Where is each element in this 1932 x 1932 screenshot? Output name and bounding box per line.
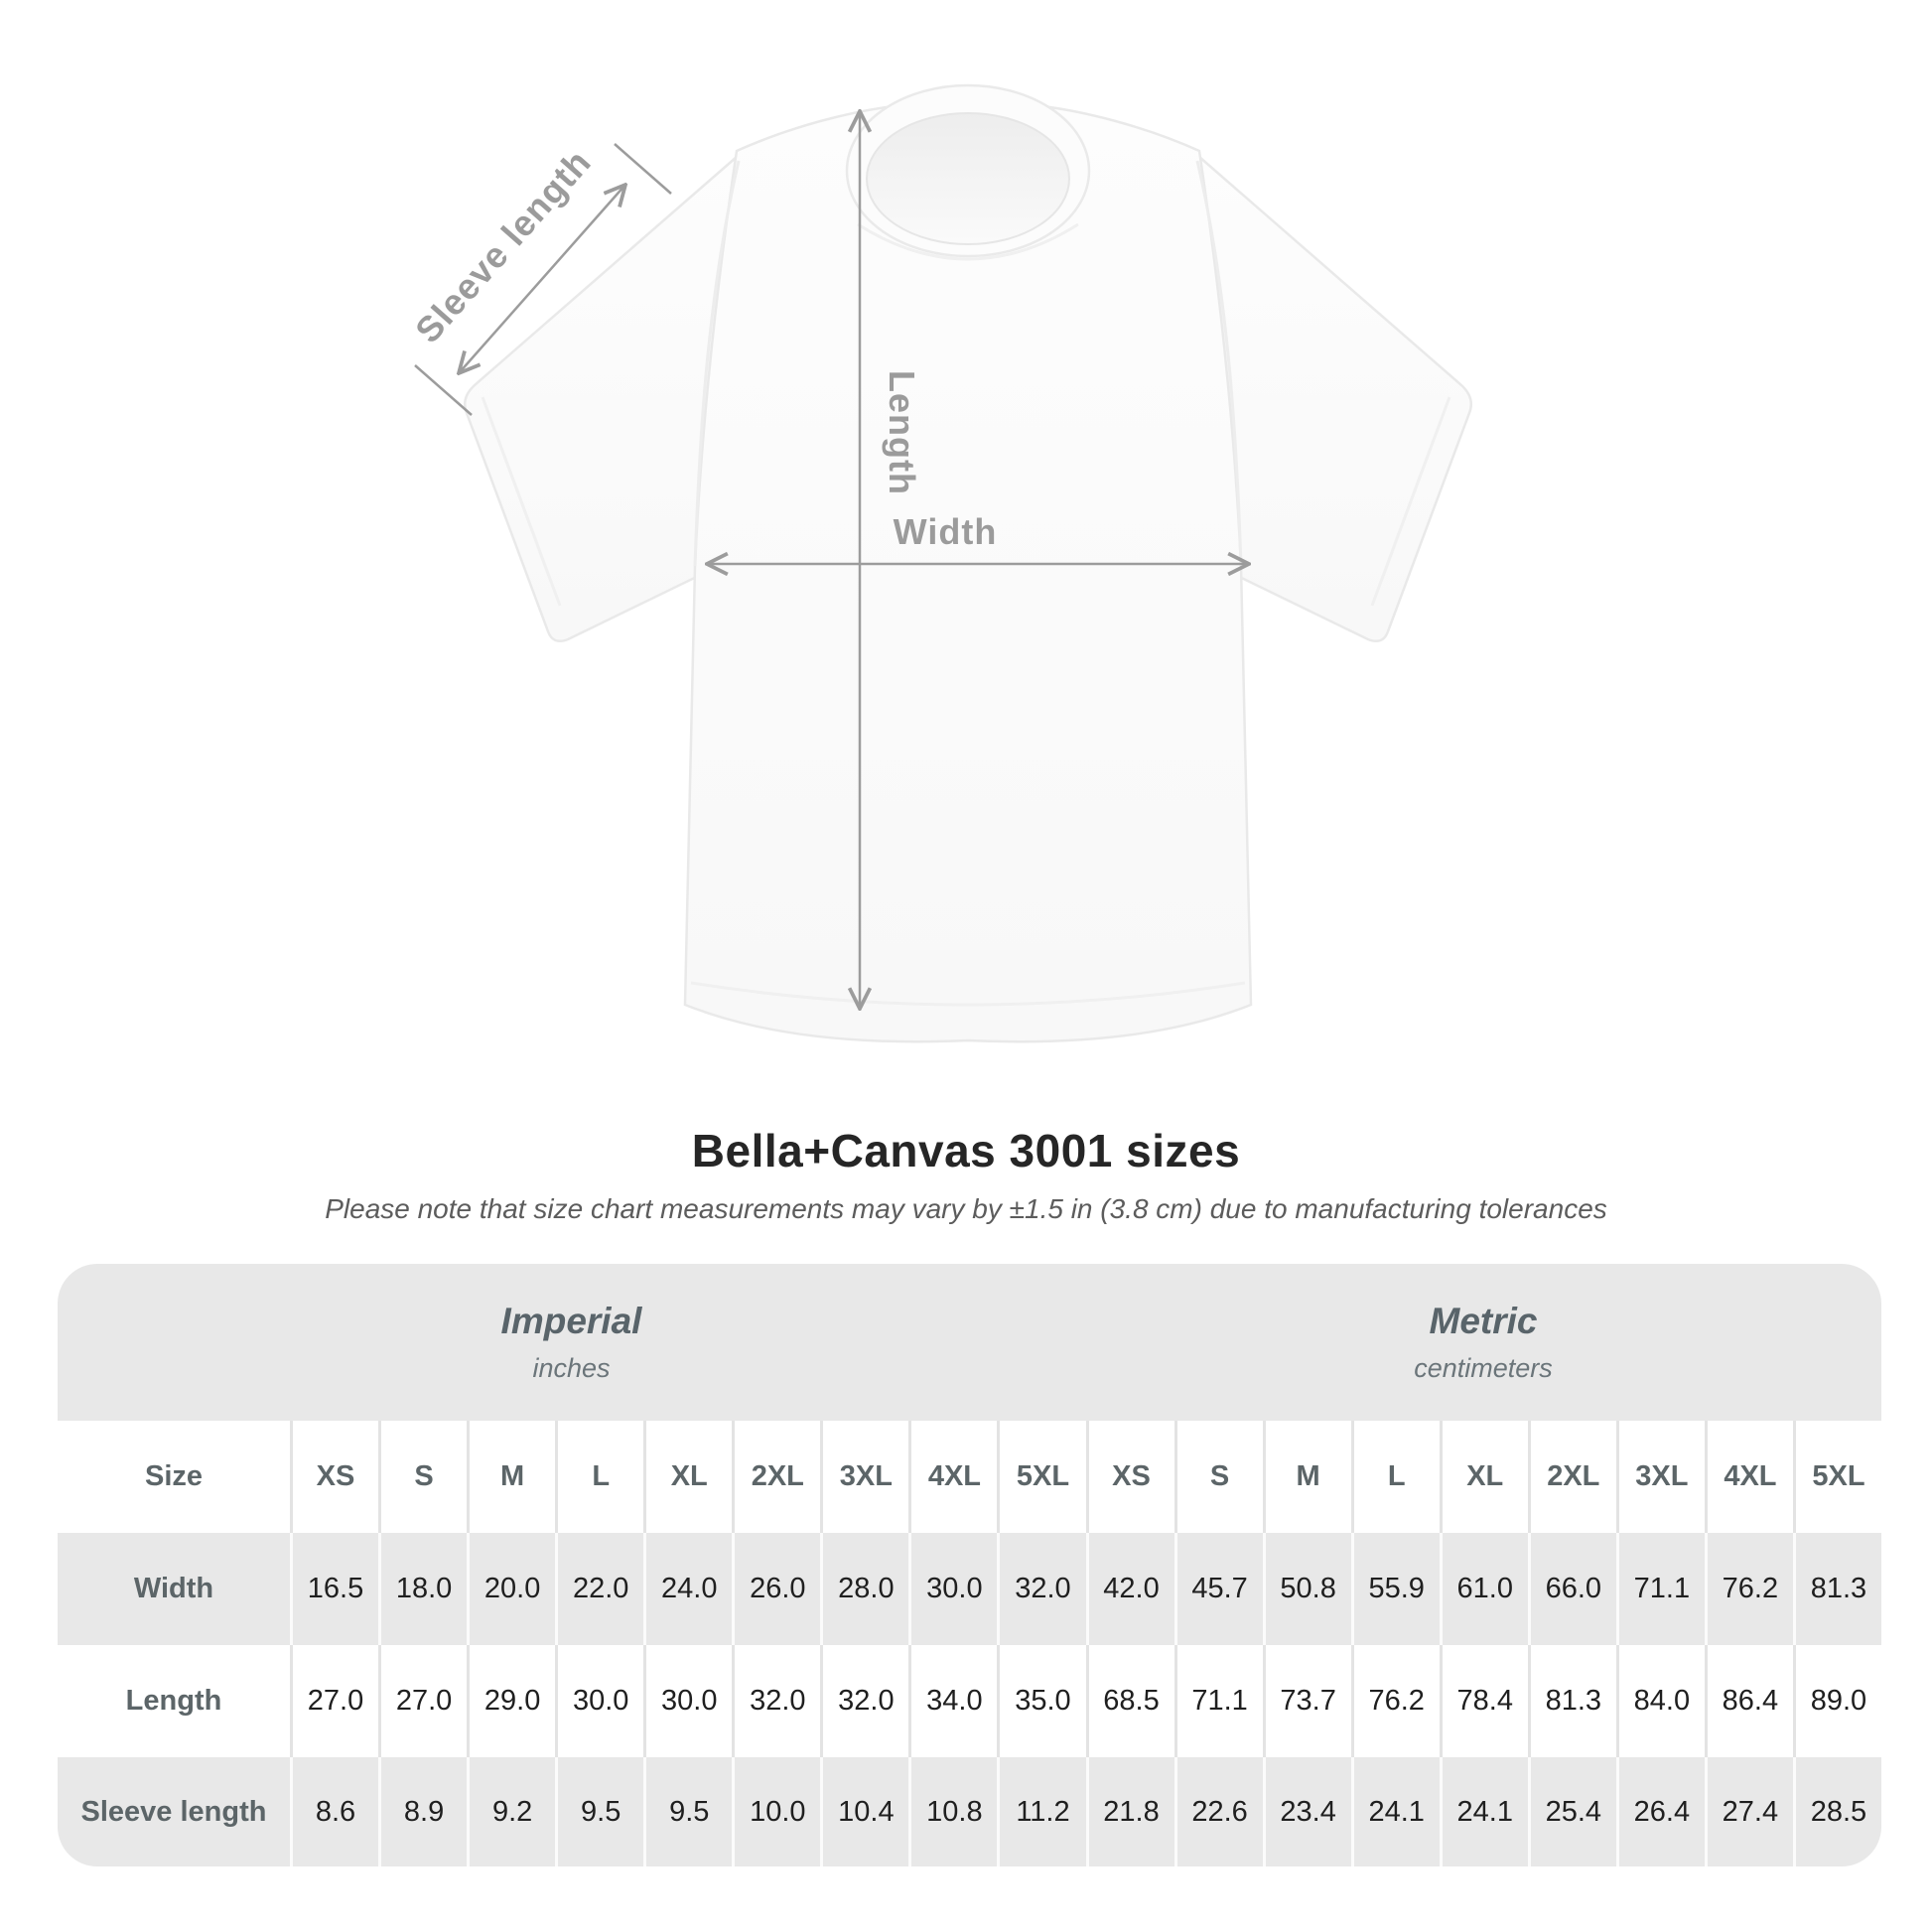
value-cell: 22.6 [1174,1757,1263,1866]
value-cell: 20.0 [467,1533,555,1645]
table-row-length [58,1645,1881,1757]
value-cell: 42.0 [1086,1533,1174,1645]
size-header-cell: XL [643,1421,732,1533]
value-cell: 16.5 [290,1533,378,1645]
size-header-cell: 4XL [1705,1421,1793,1533]
title-block [0,1124,1932,1225]
value-cell: 24.0 [643,1533,732,1645]
value-cell: 30.0 [555,1645,643,1757]
value-cell: 29.0 [467,1645,555,1757]
value-cell: 76.2 [1705,1533,1793,1645]
value-cell: 26.4 [1616,1757,1705,1866]
value-cell: 34.0 [908,1645,997,1757]
value-cell: 25.4 [1528,1757,1616,1866]
value-cell: 8.6 [290,1757,378,1866]
value-cell: 55.9 [1351,1533,1440,1645]
row-label: Length [125,1685,222,1717]
value-cell: 24.1 [1351,1757,1440,1866]
value-cell: 45.7 [1174,1533,1263,1645]
value-cell: 26.0 [732,1533,820,1645]
value-cell: 9.5 [643,1757,732,1866]
unit-name-imperial: Imperial [500,1301,642,1341]
size-header-cell: 3XL [1616,1421,1705,1533]
value-cell: 89.0 [1793,1645,1881,1757]
value-cell: 28.0 [820,1533,908,1645]
value-cell: 24.1 [1440,1757,1528,1866]
size-header-cell: 5XL [1793,1421,1881,1533]
size-header-cell: 4XL [908,1421,997,1533]
sleeve-length-label: Sleeve length [407,141,600,351]
row-label: Width [133,1573,214,1604]
value-cell: 28.5 [1793,1757,1881,1866]
value-cell: 50.8 [1263,1533,1351,1645]
length-label: Length [882,370,922,495]
size-column-header: Size [144,1460,204,1492]
value-cell: 23.4 [1263,1757,1351,1866]
size-header-cell: S [378,1421,467,1533]
row-label: Sleeve length [80,1795,267,1828]
value-cell: 27.4 [1705,1757,1793,1866]
size-header-cell: L [555,1421,643,1533]
value-cell: 21.8 [1086,1757,1174,1866]
value-cell: 66.0 [1528,1533,1616,1645]
size-header-cell: 5XL [997,1421,1085,1533]
value-cell: 30.0 [643,1645,732,1757]
value-cell: 68.5 [1086,1645,1174,1757]
size-header-cell: M [467,1421,555,1533]
value-cell: 32.0 [732,1645,820,1757]
value-cell: 9.2 [467,1757,555,1866]
value-cell: 71.1 [1616,1533,1705,1645]
value-cell: 32.0 [820,1645,908,1757]
value-cell: 9.5 [555,1757,643,1866]
width-label: Width [893,511,998,552]
size-header-cell: M [1263,1421,1351,1533]
collar-opening [867,113,1069,244]
value-cell: 10.4 [820,1757,908,1866]
size-table [58,1264,1881,1866]
value-cell: 10.0 [732,1757,820,1866]
size-header-cell: XS [1086,1421,1174,1533]
value-cell: 71.1 [1174,1645,1263,1757]
value-cell: 84.0 [1616,1645,1705,1757]
unit-band [58,1264,1881,1421]
size-header-cell: XS [290,1421,378,1533]
sleeve-dimension-tick-bottom [415,365,472,415]
unit-group-imperial [58,1264,1085,1421]
value-cell: 61.0 [1440,1533,1528,1645]
value-cell: 86.4 [1705,1645,1793,1757]
size-header-cell: 2XL [1528,1421,1616,1533]
value-cell: 35.0 [997,1645,1085,1757]
table-row-sleeve-length [58,1757,1881,1866]
value-cell: 73.7 [1263,1645,1351,1757]
value-cell: 22.0 [555,1533,643,1645]
unit-sub-metric: centimeters [1414,1353,1553,1383]
page-title: Bella+Canvas 3001 sizes [691,1125,1241,1176]
value-cell: 11.2 [997,1757,1085,1866]
value-cell: 76.2 [1351,1645,1440,1757]
size-header-cell: L [1351,1421,1440,1533]
size-header-cell: 3XL [820,1421,908,1533]
value-cell: 27.0 [290,1645,378,1757]
value-cell: 30.0 [908,1533,997,1645]
value-cell: 27.0 [378,1645,467,1757]
size-header-cell: S [1174,1421,1263,1533]
unit-sub-imperial: inches [532,1353,611,1383]
value-cell: 18.0 [378,1533,467,1645]
value-cell: 10.8 [908,1757,997,1866]
unit-name-metric: Metric [1429,1301,1538,1341]
table-row-width [58,1533,1881,1645]
size-header-cell: XL [1440,1421,1528,1533]
value-cell: 81.3 [1528,1645,1616,1757]
value-cell: 8.9 [378,1757,467,1866]
unit-group-metric [1085,1264,1881,1421]
value-cell: 78.4 [1440,1645,1528,1757]
value-cell: 81.3 [1793,1533,1881,1645]
size-header-cell: 2XL [732,1421,820,1533]
page-subtitle: Please note that size chart measurements may vary by ±1.5 in (3.8 cm) due to manufacturing tolerances [325,1193,1607,1224]
table-header-row [58,1421,1881,1533]
value-cell: 32.0 [997,1533,1085,1645]
